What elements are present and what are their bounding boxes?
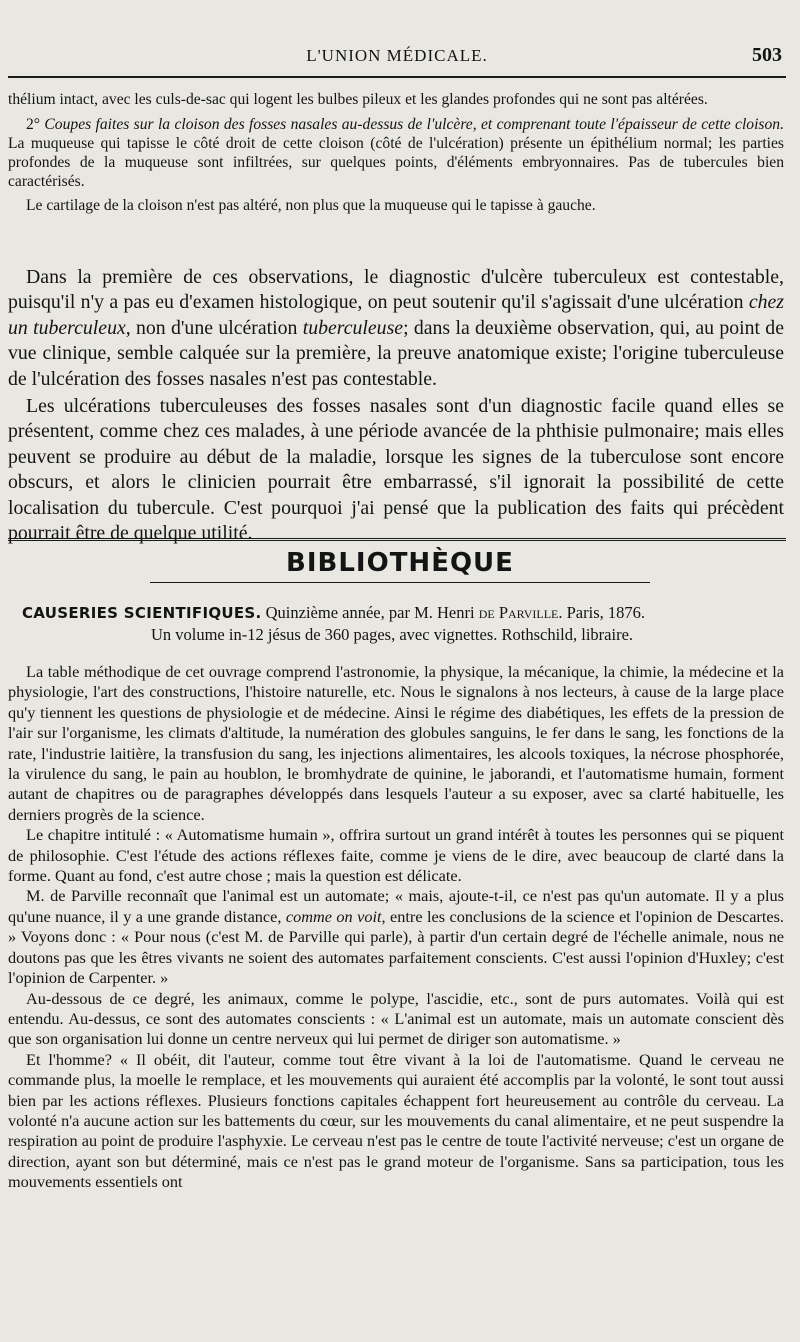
- paragraph-text: , non d'une ulcération: [125, 316, 303, 339]
- page-number: 503: [752, 44, 782, 66]
- paragraph: Le cartilage de la cloison n'est pas altéré, non plus que la muqueuse qui le tapisse à gauche.: [26, 197, 596, 214]
- observation-continuation: [8, 90, 784, 215]
- paragraph: Au-dessous de ce degré, les animaux, comme le polype, l'ascidie, etc., sont de purs automates. Voilà qui est entendu. Au-dessus, ce sont des automates conscients : « L'animal est un automate, mais un automate conscient dès que son organisation lui donne un centre nerveux qui lui permet de diriger son automatisme. »: [8, 988, 784, 1049]
- paragraph-text: Dans la première de ces observations, le diagnostic d'ulcère tuberculeux est contestable, puisqu'il n'y a pas eu d'examen histologique, on peut soutenir qu'il s'agissait d'une ulcération: [8, 266, 784, 314]
- book-details: Quinzième année, par M. Henri: [261, 603, 479, 622]
- paragraph: [8, 265, 784, 392]
- paragraph-text: ; dans la deuxième observation, qui, au point de vue clinique, semble calquée sur la première, la preuve anatomique existe; l'origine tuberculeuse de l'ulcération des fosses nasales n'est pas contestable.: [8, 316, 784, 390]
- book-publication: Un volume in-12 jésus de 360 pages, avec vignettes. Rothschild, libraire.: [150, 625, 634, 644]
- paragraph-text: La muqueuse qui tapisse le côté droit de cette cloison (côté de l'ulcération) présente un épithélium normal; les parties profondes de la muqueuse sont infiltrées, sur quelques points, d'éléments embryonnaires. Pas de tubercules bien caractérisés.: [8, 135, 784, 190]
- book-citation: [22, 602, 762, 624]
- paragraph: [8, 115, 784, 191]
- running-title: L'UNION MÉDICALE.: [306, 46, 488, 65]
- section-divider: [8, 538, 786, 541]
- paragraph-text: , entre les conclusions de la science et l'opinion de Descartes. » Voyons donc : « Pour nous (c'est M. de Parville qui parle), à partir d'un certain degré de l'échelle animale, nous ne doutons pas que les êtres vivants ne soient des automates parfaitement conscients. C'est aussi l'opinion d'Huxley; c'est l'opinion de Carpenter. »: [8, 906, 785, 988]
- paragraph-text: M. de Parville reconnaît que l'animal est un automate; « mais, ajoute-t-il, ce n'est pas qu'un automate. Il y a plus qu'une nuance, il y a une grande distance,: [8, 886, 784, 926]
- discussion: [8, 265, 784, 546]
- page-header: [12, 36, 782, 76]
- italic-heading: Coupes faites sur la cloison des fosses nasales au-dessus de l'ulcère, et comprenant toute l'épaisseur de cette cloison.: [44, 116, 784, 133]
- book-review: [8, 662, 784, 1193]
- author-name: Parville: [498, 603, 559, 622]
- paragraph: Et l'homme? « Il obéit, dit l'auteur, comme tout être vivant à la loi de l'automatisme. Quand le cerveau ne commande plus, la moelle le remplace, et les mouvements qui auraient été accomplis par la volonté, le sont tout aussi bien par les actions réflexes. Plusieurs fonctions capitales échappent fort heureusement au contrôle du cerveau. La volonté n'a aucune action sur les battements du cœur, sur les mouvements du canal alimentaire, et ne peut suspendre la respiration au point de produire l'asphyxie. Le cerveau n'est pas le centre de toute l'activité nerveuse; c'est un organe de direction, ayant son but déterminé, mais ce n'est pas le grand moteur de l'organisme. Sans sa participation, tous les mouvements essentiels ont: [8, 1049, 784, 1192]
- paragraph: [8, 886, 784, 988]
- section-title: BIBLIOTHÈQUE: [286, 548, 514, 578]
- paragraph: La table méthodique de cet ouvrage comprend l'astronomie, la physique, la mécanique, la chimie, la médecine et la physiologie, l'art des constructions, l'histoire naturelle, etc. Nous le signalons à nos lecteurs, à cause de la large place qu'y tiennent les questions de physiologie et de médecine. Ainsi le régime des diabétiques, les effets de la pression de l'air sur l'organisme, les climats d'altitude, la numération des globules sanguins, le fer dans le sang, les fonctions de la rate, l'industrie laitière, la transfusion du sang, les injections alimentaires, les alcools toxiques, la nécrose phosphorée, la virulence du sang, le pain au houblon, le bromhydrate de quinine, le jaborandi, et l'automatisme humain, forment autant de chapitres ou de paragraphes développés dans lesquels l'auteur a su exposer, avec sa clarté habituelle, les derniers progrès de la science.: [8, 662, 784, 824]
- section-number: 2°: [26, 116, 41, 133]
- book-entry: [22, 602, 762, 646]
- author-particle: de: [478, 603, 495, 622]
- section-underline: [150, 582, 650, 583]
- paragraph: thélium intact, avec les culs-de-sac qui logent les bulbes pileux et les glandes profondes qui ne sont pas altérées.: [8, 91, 708, 108]
- italic-text: chez un tuberculeux: [8, 291, 784, 339]
- header-rule: [8, 76, 786, 78]
- italic-text: tuberculeuse: [302, 316, 404, 339]
- book-title: CAUSERIES SCIENTIFIQUES.: [22, 604, 262, 622]
- paragraph: Les ulcérations tuberculeuses des fosses nasales sont d'un diagnostic facile quand elles se présentent, comme chez ces malades, à une période avancée de la phthisie pulmonaire; mais elles peuvent se produire au début de la maladie, lorsque les signes de la tuberculose sont encore obscurs, et alors le clinicien pourrait être embarrassé, s'il ignorait la possibilité de cette localisation du tubercule. C'est pourquoi j'ai pensé que la publication des faits qui précèdent pourrait être de quelque utilité.: [8, 395, 784, 545]
- paragraph: Le chapitre intitulé : « Automatisme humain », offrira surtout un grand intérêt à toutes les personnes qui se piquent de philosophie. C'est l'étude des actions réflexes faite, comme je viens de le dire, avec beaucoup de clarté dans la forme. Quant au fond, c'est autre chose ; mais la question est délicate.: [8, 825, 784, 886]
- book-details: . Paris, 1876.: [558, 603, 645, 622]
- italic-text: comme on voit: [285, 906, 382, 926]
